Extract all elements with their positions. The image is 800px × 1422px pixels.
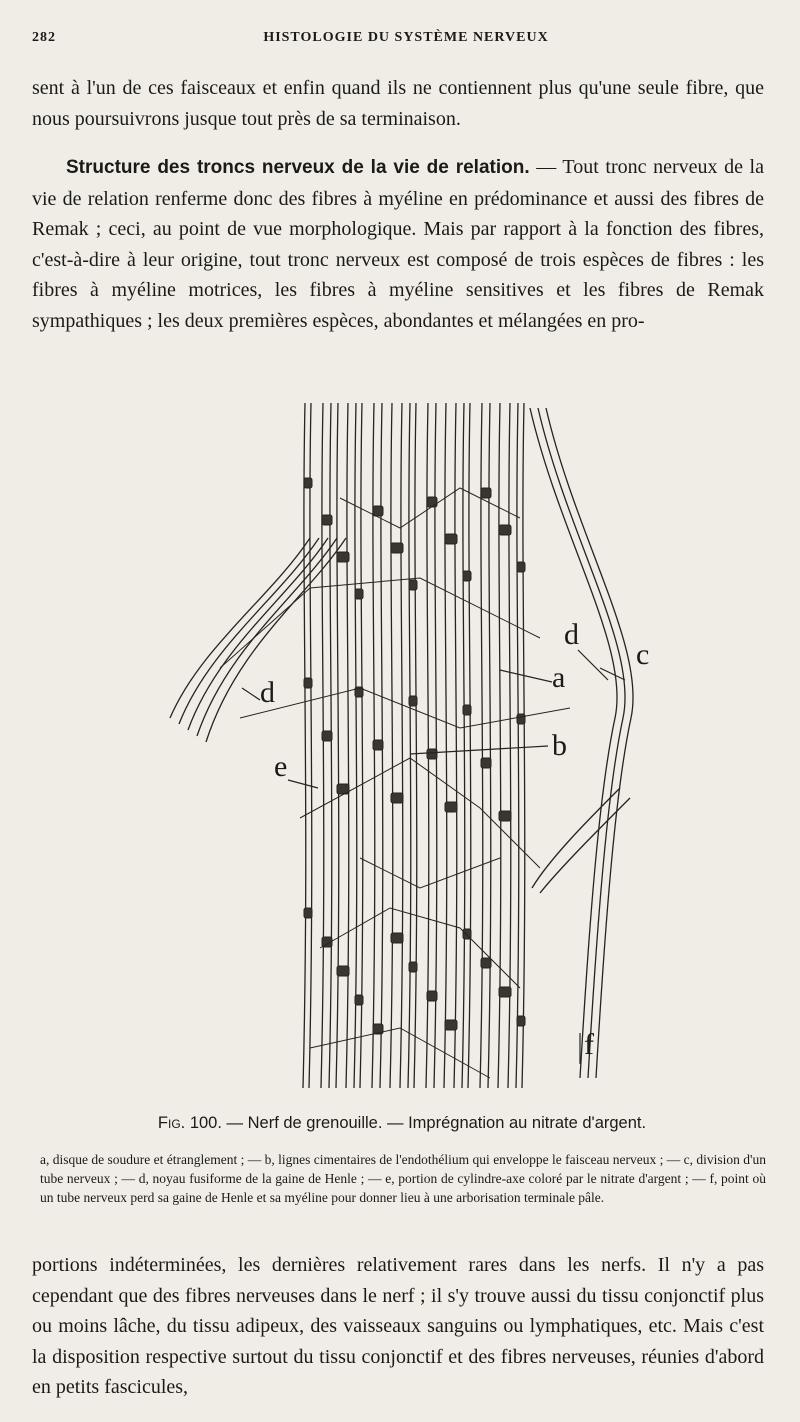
fiber-node [445, 802, 457, 812]
nerve-illustration [160, 388, 680, 1094]
paragraph-3: portions indéterminées, les dernières relativement rares dans les nerfs. Il n'y a pas cependant que des fibres nerveuses dans le nerf ; il s'y trouve aussi du tissu conjonctif plus ou moins lâche, du tissu adipeux, des vaisseaux sanguins ou lymphatiques, etc. Mais c'est la disposition respective surtout du tissu conjonctif et des fibres nerveuses, réunies d'abord en petits fascicules, [32, 1254, 764, 1398]
running-title: HISTOLOGIE DU SYSTÈME NERVEUX [263, 30, 549, 45]
fiber-node [445, 534, 457, 544]
fiber-node [427, 497, 437, 507]
nerve-fiber-line [390, 403, 393, 1088]
fiber-node [391, 793, 403, 803]
figure-label-d-left: d [260, 676, 275, 709]
nerve-fiber-line [400, 403, 403, 1088]
fiber-node [463, 705, 471, 715]
fiber-node [517, 714, 525, 724]
nerve-fiber-line [508, 403, 511, 1088]
fiber-node [304, 908, 312, 918]
fiber-node [517, 1016, 525, 1026]
nerve-fiber-line [414, 403, 417, 1088]
page-number: 282 [32, 30, 56, 45]
pointer-line-c [600, 668, 625, 680]
figure-legend [40, 1150, 766, 1207]
left-branch-fiber [206, 538, 346, 742]
fiber-node [391, 543, 403, 553]
fiber-node [355, 589, 363, 599]
fiber-node [373, 740, 383, 750]
fiber-node [499, 811, 511, 821]
fiber-node [409, 696, 417, 706]
nerve-fiber-line [480, 403, 483, 1088]
fiber-node [445, 1020, 457, 1030]
figure-number: Fig. 100. [157, 1114, 222, 1132]
cement-line [360, 858, 500, 888]
nerve-fiber-line [488, 403, 491, 1088]
fiber-node [391, 933, 403, 943]
figure-100 [160, 388, 680, 1094]
figure-label-b: b [552, 729, 567, 762]
figure-caption [40, 1112, 764, 1134]
fiber-node [355, 995, 363, 1005]
left-branch-fiber [179, 538, 319, 724]
nerve-fiber-line [346, 403, 349, 1088]
fiber-node [481, 488, 491, 498]
fiber-node [427, 991, 437, 1001]
running-head [32, 30, 780, 52]
paragraph-2 [32, 152, 764, 336]
fiber-node [304, 478, 312, 488]
fiber-node [337, 966, 349, 976]
figure-label-f: f [584, 1028, 594, 1061]
fiber-node [373, 506, 383, 516]
figure-label-a: a [552, 661, 566, 694]
fiber-node [409, 580, 417, 590]
fiber-node [499, 525, 511, 535]
fiber-node [481, 958, 491, 968]
right-branch-fiber [540, 798, 630, 893]
cement-line [340, 488, 520, 528]
figure-label-e: e [274, 750, 288, 783]
nerve-fiber-line [360, 403, 363, 1088]
fiber-node [409, 962, 417, 972]
figure-label-c: c [636, 638, 650, 671]
fiber-node [322, 731, 332, 741]
figure-caption-text: — Nerf de grenouille. — Imprégnation au nitrate d'argent. [221, 1114, 647, 1132]
nerve-fiber-line [329, 403, 332, 1088]
nerve-fiber-line [336, 403, 339, 1088]
fiber-node [337, 552, 349, 562]
fiber-node [304, 678, 312, 688]
fiber-node [481, 758, 491, 768]
section-runin-heading: Structure des troncs nerveux de la vie de relation. [66, 157, 530, 178]
pointer-line-a [500, 670, 552, 682]
nerve-fiber-line [462, 403, 465, 1088]
nerve-fiber-line [303, 403, 306, 1088]
nerve-fiber-line [498, 403, 501, 1088]
fiber-node [517, 562, 525, 572]
nerve-fiber-line [309, 403, 312, 1088]
cement-line [220, 578, 540, 668]
fiber-node [322, 515, 332, 525]
fiber-node [427, 749, 437, 759]
right-bundle-fiber [530, 408, 617, 1078]
nerve-fiber-line [522, 403, 525, 1088]
right-branch-fiber [532, 788, 620, 888]
nerve-fiber-line [454, 403, 457, 1088]
pointer-line-d-left [242, 688, 260, 700]
left-branch-fiber [170, 538, 310, 718]
fiber-node [499, 987, 511, 997]
pointer-line-d-right [578, 650, 608, 680]
figure-label-d-right: d [564, 618, 579, 651]
nerve-fiber-line [444, 403, 447, 1088]
fiber-node [463, 571, 471, 581]
paragraph-2-text: — Tout tronc nerveux de la vie de relation renferme donc des fibres à myéline en prédominance et aussi des fibres de Remak ; ceci, au point de vue morphologique. Mais par rapport à la fonction des fibres, c'est-à-dire à leur origine, tout tronc nerveux est composé de trois espèces de fibres : les fibres à myéline motrices, les fibres à myéline sensitives et les fibres de Remak sympathiques ; les deux premières espèces, abondantes et mélangées en pro- [32, 156, 764, 332]
nerve-fiber-line [408, 403, 411, 1088]
pointer-line-e [288, 780, 318, 788]
nerve-fiber-line [321, 403, 324, 1088]
nerve-fiber-line [468, 403, 471, 1088]
paragraph-1: sent à l'un de ces faisceaux et enfin quand ils ne contiennent plus qu'une seule fibre, que nous poursuivrons jusque tout près de sa terminaison. [32, 77, 764, 130]
figure-legend-text: a, disque de soudure et étranglement ; — b, lignes cimentaires de l'endothélium qui enveloppe le faisceau nerveux ; — c, division d'un tube nerveux ; — d, noyau fusiforme de la gaine de Henle ; — e, portion de cylindre-axe coloré par le nitrate d'argent ; — f, point où un tube nerveux perd sa gaine de Henle et sa myéline pour donner lieu à une arborisation terminale pâle. [40, 1152, 766, 1205]
